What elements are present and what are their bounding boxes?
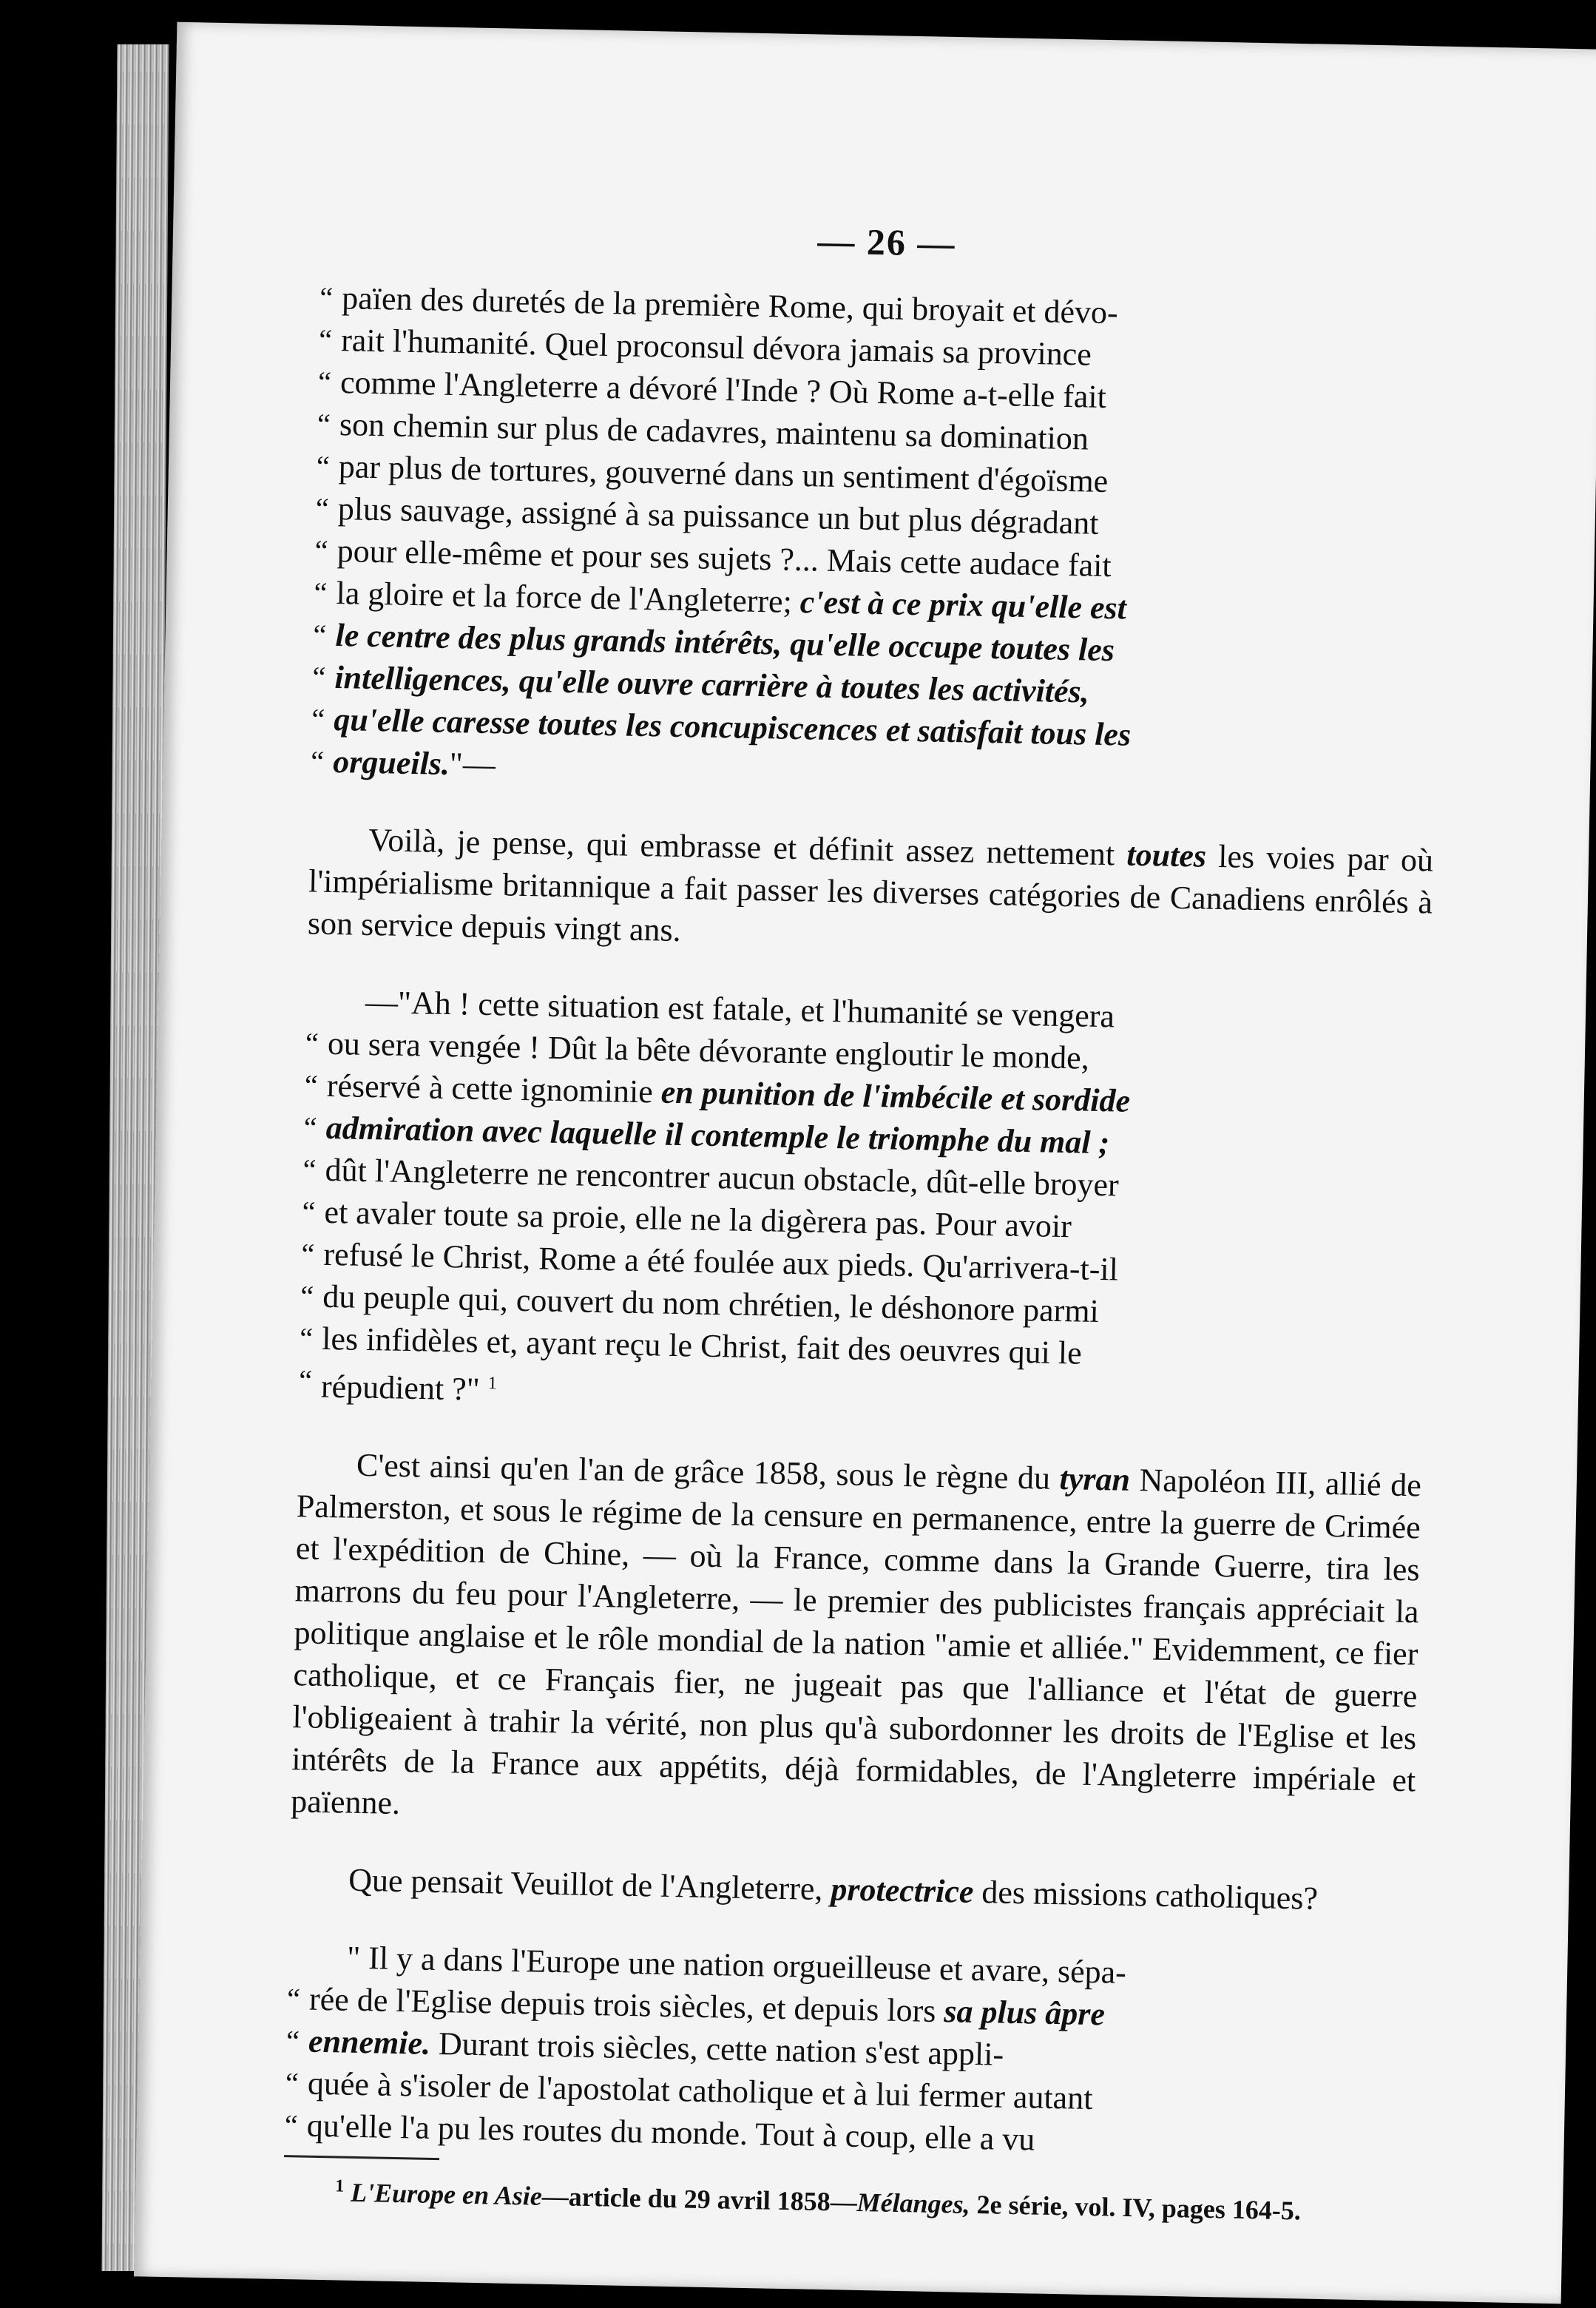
quote-text: la gloire et la force de l'Angleterre; (336, 575, 801, 621)
quote-text: du peuple qui, couvert du nom chrétien, le déshonore parmi (322, 1278, 1100, 1329)
quote-mark: “ (316, 449, 331, 483)
quote-mark: “ (302, 1195, 316, 1229)
quote-text: plus sauvage, assigné à sa puissance un but plus dégradant (337, 490, 1100, 541)
quote-mark: “ (311, 702, 325, 736)
quote-mark: “ (312, 660, 326, 694)
quote-text: —"Ah ! cette situation est fatale, et l'humanité se vengera (365, 983, 1115, 1035)
quote-mark: “ (315, 491, 330, 525)
quote-text: les infidèles et, ayant reçu le Christ, fait des oeuvres qui le (321, 1320, 1083, 1371)
quote-italic-text: en punition de l'imbécile et sordide (660, 1073, 1131, 1119)
quote-mark: “ (317, 365, 332, 399)
quote-mark: “ (302, 1153, 317, 1187)
quote-text: païen des duretés de la première Rome, qui broyait et dévo- (341, 280, 1119, 331)
quote-mark: “ (301, 1237, 315, 1271)
quote-text: " Il y a dans l'Europe une nation orgueilleuse et avare, sépa- (346, 1939, 1127, 1991)
quote-mark: “ (313, 618, 327, 652)
quote-text: "— (449, 746, 496, 783)
footnote-marker: 1 (335, 2176, 345, 2196)
quote-mark: “ (284, 2108, 299, 2142)
quote-mark: “ (317, 407, 331, 441)
paragraph-3: Que pensait Veuillot de l'Angleterre, protectrice des missions catholiques? (348, 1861, 1319, 1917)
quote-mark: “ (304, 1068, 319, 1102)
quote-italic-text: c'est à ce prix qu'elle est (799, 584, 1127, 627)
quote-mark: “ (318, 323, 333, 357)
quote-text: quée à s'isoler de l'apostolat catholique et à lui fermer autant (307, 2065, 1093, 2116)
quote-mark: “ (299, 1321, 314, 1355)
quote-text: pour elle-même et pour ses sujets ?... Mais cette audace fait (337, 533, 1112, 584)
quote-mark: “ (286, 1981, 301, 2016)
quote-italic-text: admiration avec laquelle il contemple le triomphe du mal ; (325, 1109, 1110, 1161)
quote-text: refusé le Christ, Rome a été foulée aux pieds. Qu'arrivera-t-il (323, 1235, 1119, 1288)
quote-text: qu'elle l'a pu les routes du monde. Tout à coup, elle a vu (306, 2107, 1035, 2158)
quote-italic-text: sa plus âpre (943, 1992, 1106, 2032)
quote-italic-text: ennemie. (308, 2022, 431, 2062)
footnote-reference: 1 (487, 1374, 498, 1394)
quote-text: rait l'humanité. Quel proconsul dévora jamais sa province (340, 322, 1092, 373)
quote-italic-text: intelligences, qu'elle ouvre carrière à toutes les activités, (334, 659, 1090, 710)
quote-mark: “ (285, 2065, 300, 2100)
quote-text: et avaler toute sa proie, elle ne la digèrera pas. Pour avoir (324, 1193, 1072, 1245)
footnote-separator (284, 2155, 439, 2160)
quote-mark: “ (300, 1279, 314, 1313)
quote-italic-text: le centre des plus grands intérêts, qu'elle occupe toutes les (335, 617, 1115, 669)
quote-italic-text: orgueils. (332, 743, 450, 783)
quote-text: son chemin sur plus de cadavres, maintenu sa domination (339, 406, 1089, 457)
quote-text: ou sera vengée ! Dût la bête dévorante engloutir le monde, (327, 1025, 1090, 1076)
quote-mark: “ (285, 2023, 300, 2058)
paragraph-1: Voilà, je pense, qui embrasse et définit assez nettement toutes les voies par où l'impérialisme britannique a fait passer les diverses catégories de Canadiens enrôlés à son service depuis vingt ans. (307, 821, 1434, 949)
quote-text: Durant trois siècles, cette nation s'est appli- (430, 2025, 1004, 2073)
quote-text: répudient ?" (320, 1368, 489, 1408)
quote-mark: “ (310, 744, 325, 778)
footnote: $^1$ L'Europe en Asie—article du 29 avril 1858—Mélanges, 2e série, vol. IV, pages 164-5. (335, 2176, 1302, 2226)
quote-mark: “ (319, 280, 334, 314)
quote-italic-text: qu'elle caresse toutes les concupiscences et satisfait tous les (333, 701, 1132, 753)
quotation-3 (284, 1935, 1412, 2167)
quote-mark: “ (314, 576, 328, 610)
paragraph-2: C'est ainsi qu'en l'an de grâce 1858, sous le règne du tyran Napoléon III, allié de Palmerston, et sous le régime de la censure en permanence, entre la guerre de Crimée et l'expédition de Chine, — où la France, comme dans la Grande Guerre, tira les marrons du feu pour l'Angleterre, — le premier des publicistes français appréciait la politique anglaise et le rôle mondial de la nation "amie et alliée." Evidemment, ce fier catholique, et ce Français fier, ne jugeait pas que l'alliance et l'état de guerre l'obligeaient à trahir la vérité, non plus qu'à subordonner les droits de l'Eglise et les intérêts de la France aux appétits, déjà formidables, de l'Angleterre impériale et païenne. (290, 1446, 1422, 1821)
page-number: — 26 — (816, 220, 956, 265)
quote-text: par plus de tortures, gouverné dans un sentiment d'égoïsme (338, 448, 1109, 500)
quotation-2 (299, 979, 1431, 1428)
quote-mark: “ (298, 1363, 313, 1397)
quote-text: réservé à cette ignominie (326, 1067, 662, 1110)
page-text (283, 277, 1444, 2229)
quote-text: rée de l'Eglise depuis trois siècles, et depuis lors (308, 1980, 944, 2029)
book-page (134, 22, 1596, 2304)
quote-text: dût l'Angleterre ne rencontrer aucun obstacle, dût-elle broyer (325, 1151, 1120, 1204)
quote-mark: “ (314, 533, 328, 567)
quote-text: comme l'Angleterre a dévoré l'Inde ? Où Rome a-t-elle fait (339, 364, 1107, 415)
quote-mark: “ (303, 1110, 317, 1144)
quote-mark: “ (305, 1026, 319, 1060)
quotation-1 (311, 277, 1444, 804)
